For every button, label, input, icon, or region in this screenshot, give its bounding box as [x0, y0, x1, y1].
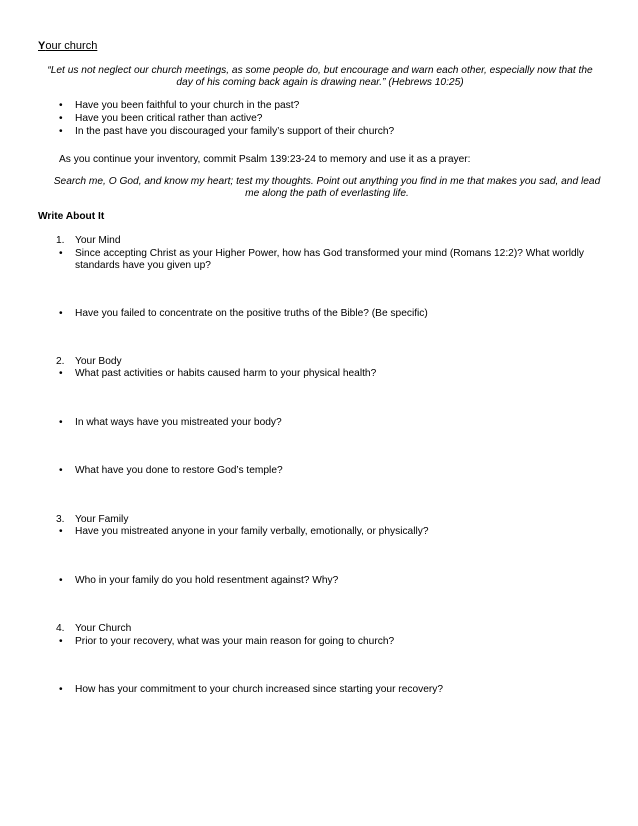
- question: In what ways have you mistreated your body?: [75, 417, 282, 428]
- bullet-glyph: •: [59, 248, 63, 259]
- section-title-church: Your Church: [75, 623, 132, 634]
- write-about-it-title: Write About It: [38, 211, 105, 222]
- question: Have you failed to concentrate on the positive truths of the Bible? (Be specific): [75, 308, 428, 319]
- bullet-glyph: •: [59, 368, 63, 379]
- question: What past activities or habits caused harm to your physical health?: [75, 368, 377, 379]
- question: What have you done to restore God’s temple?: [75, 465, 283, 476]
- bullet-glyph: •: [59, 684, 63, 695]
- question: Since accepting Christ as your Higher Power, how has God transformed your mind (Romans 12:2)? What worldly standards have you given up?: [75, 248, 585, 272]
- section-title-family: Your Family: [75, 514, 129, 525]
- question: How has your commitment to your church increased since starting your recovery?: [75, 684, 444, 695]
- bullet-glyph: •: [59, 636, 63, 647]
- bullet-glyph: •: [59, 465, 63, 476]
- section-number: 1.: [56, 235, 65, 246]
- page-heading: [38, 40, 97, 52]
- heading-rest: our church: [45, 40, 98, 52]
- section-number: 2.: [56, 356, 65, 367]
- heading-first-letter: Y: [38, 40, 46, 52]
- bullet-glyph: •: [59, 100, 63, 111]
- section-number: 3.: [56, 514, 65, 525]
- bullet-glyph: •: [59, 126, 63, 137]
- bullet-glyph: •: [59, 575, 63, 586]
- question: Who in your family do you hold resentment against? Why?: [75, 575, 339, 586]
- bullet-glyph: •: [59, 526, 63, 537]
- intro-bullet-3: In the past have you discouraged your family’s support of their church?: [75, 126, 395, 137]
- prayer-text: Search me, O God, and know my heart; test my thoughts. Point out anything you find in me that makes you sad, and lead me along the path of everlasting life.: [53, 176, 601, 200]
- intro-bullet-1: Have you been faithful to your church in the past?: [75, 100, 300, 111]
- section-title-mind: Your Mind: [75, 235, 121, 246]
- scripture-quote: “Let us not neglect our church meetings, as some people do, but encourage and warn each other, especially now that the day of his coming back again is drawing near.” (Hebrews 10:25): [47, 65, 593, 89]
- bullet-glyph: •: [59, 308, 63, 319]
- bullet-glyph: •: [59, 113, 63, 124]
- section-number: 4.: [56, 623, 65, 634]
- intro-bullet-2: Have you been critical rather than active?: [75, 113, 263, 124]
- question: Have you mistreated anyone in your family verbally, emotionally, or physically?: [75, 526, 429, 537]
- question: Prior to your recovery, what was your main reason for going to church?: [75, 636, 395, 647]
- bullet-glyph: •: [59, 417, 63, 428]
- inventory-instruction: As you continue your inventory, commit Psalm 139:23-24 to memory and use it as a prayer:: [59, 154, 471, 165]
- section-title-body: Your Body: [75, 356, 122, 367]
